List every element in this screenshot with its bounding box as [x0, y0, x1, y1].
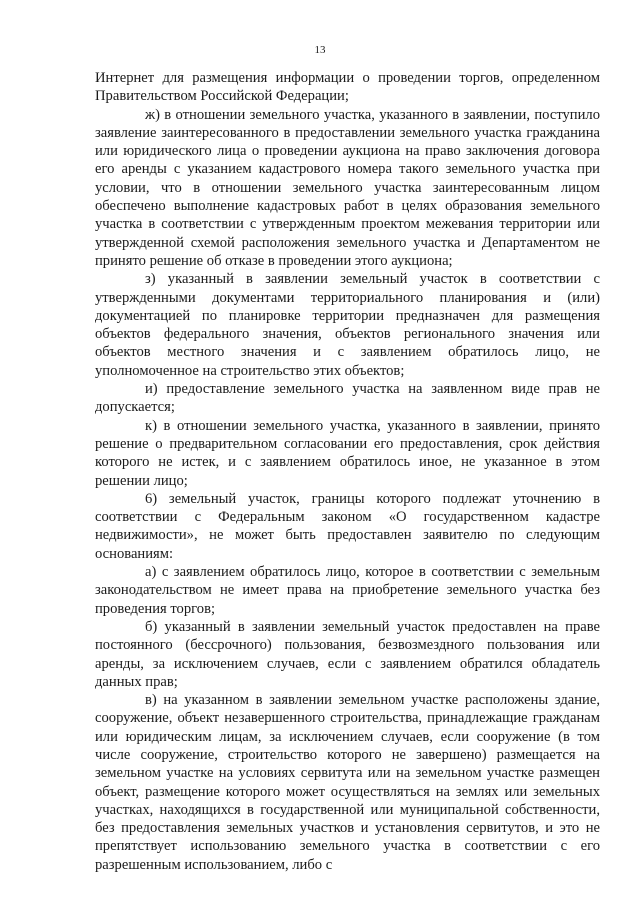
paragraph-1: Интернет для размещения информации о проведении торгов, определенном Правительством Российской Федерации; [95, 70, 600, 105]
paragraph-5: к) в отношении земельного участка, указанного в заявлении, принято решение о предварительном согласовании его предоставления, срок действия которого не истек, и с заявлением обратилось иное, не указанное в этом решении лицо; [95, 417, 600, 489]
paragraph-4: и) предоставление земельного участка на заявленном виде прав не допускается; [95, 381, 600, 416]
page-number: 13 [314, 44, 326, 56]
paragraph-9: в) на указанном в заявлении земельном участке расположены здание, сооружение, объект незавершенного строительства, принадлежащие гражданам или юридическим лицам, за исключением случаев, если сооружение (в том числе сооружение, строительство которого не завершено) размещается на земельном участке на условиях сервитута или на земельном участке размещен объект, размещение которого может осуществляться на землях или земельных участках, находящихся в государственной или муниципальной собственности, без предоставления земельных участков и установления сервитутов, и это не препятствует использованию земельного участка в соответствии с его разрешенным использованием, либо с [95, 692, 600, 873]
paragraph-7: а) с заявлением обратилось лицо, которое в соответствии с земельным законодательством не имеет права на приобретение земельного участка без проведения торгов; [95, 564, 600, 617]
paragraph-3: з) указанный в заявлении земельный участок в соответствии с утвержденными документами территориального планирования и (или) документацией по планировке территории предназначен для размещения объектов федерального значения, объектов регионального значения или объектов местного значения и с заявлением обратилось лицо, не уполномоченное на строительство этих объектов; [95, 271, 600, 379]
paragraph-6: 6) земельный участок, границы которого подлежат уточнению в соответствии с Федеральным законом «О государственном кадастре недвижимости», не может быть предоставлен заявителю по следующим основаниям: [95, 490, 600, 562]
paragraph-8: б) указанный в заявлении земельный участок предоставлен на праве постоянного (бессрочного) пользования, безвозмездного пользования или аренды, за исключением случаев, если с заявлением обратился обладатель данных прав; [95, 618, 600, 690]
paragraph-2: ж) в отношении земельного участка, указанного в заявлении, поступило заявление заинтересованного в предоставлении земельного участка гражданина или юридического лица о проведении аукциона на право заключения договора его аренды с указанием кадастрового номера такого земельного участка при условии, что в отношении земельного участка заинтересованным лицом обеспечено выполнение кадастровых работ в целях образования земельного участка в соответствии с утвержденным проектом межевания территории или утвержденной схемой расположения земельного участка и Департаментом не принято решение об отказе в проведении этого аукциона; [95, 106, 600, 269]
document-body [95, 69, 600, 874]
